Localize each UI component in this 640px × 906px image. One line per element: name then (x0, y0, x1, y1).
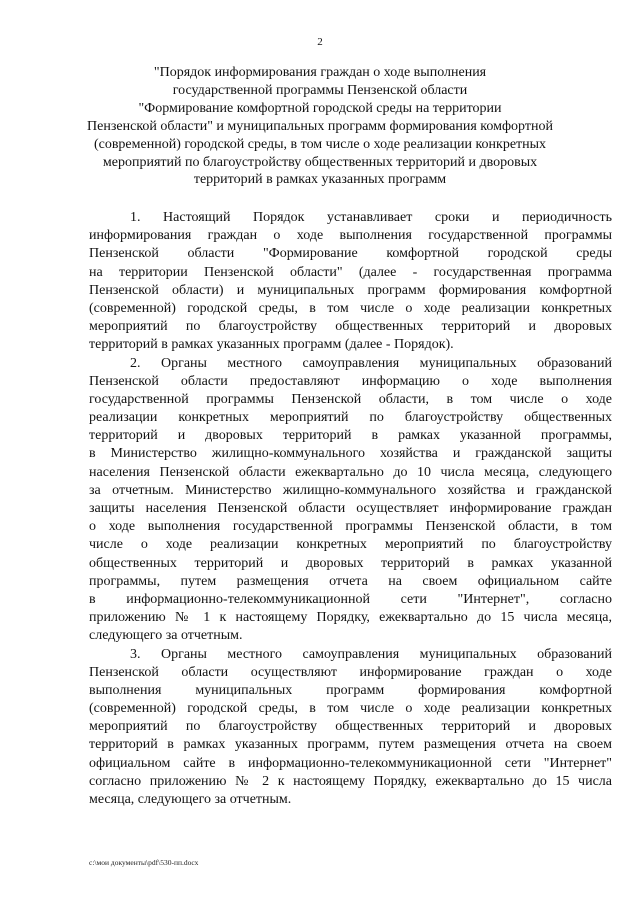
paragraph-3-line: согласно приложению № 2 к настоящему Порядку, ежеквартально до 15 числа (89, 773, 612, 789)
paragraph-3-line: (современной) городской среды, в том числе о ходе реализации конкретных (89, 701, 612, 717)
paragraph-1-line: 1. Настоящий Порядок устанавливает сроки и периодичность (130, 210, 612, 225)
paragraph-2-line: программы, путем размещения отчета на своем официальном сайте (89, 573, 612, 589)
paragraph-2-line: территорий и дворовых территорий в рамках указанной программы, (89, 428, 612, 444)
paragraph-2-line: защиты населения Пензенской области осуществляет информирование граждан (89, 501, 612, 516)
paragraph-3-line: территорий в рамках указанных программ, путем размещения отчета на своем (89, 737, 612, 753)
paragraph-2-line: о ходе выполнения государственной программы Пензенской области, в том (89, 519, 612, 535)
paragraph-3-line: Пензенской области осуществляют информирование граждан о ходе (89, 664, 612, 680)
paragraph-3-line: месяца, следующего за отчетным. (89, 792, 292, 807)
paragraph-2-line: числе о ходе реализации конкретных мероприятий по благоустройству (89, 537, 612, 553)
paragraph-2-line: приложению № 1 к настоящему Порядку, ежеквартально до 15 числа месяца, (89, 610, 612, 626)
paragraph-2-line: за отчетным. Министерство жилищно-коммунального хозяйства и гражданской (89, 482, 612, 498)
title-line: (современной) городской среды, в том числе о ходе реализации конкретных (93, 136, 547, 152)
document-title (60, 64, 580, 189)
paragraph-3-line: официальном сайте в информационно-телекоммуникационной сети "Интернет" (89, 755, 612, 771)
footer-file-path: c:\мои документы\pdf\530-пп.docx (89, 858, 199, 867)
paragraph-1-line: на территории Пензенской области" (далее - государственная программа (89, 264, 612, 280)
paragraph-3-line: мероприятий по благоустройству общественных территорий и дворовых (89, 719, 612, 735)
paragraph-1-line: мероприятий по благоустройству общественных территорий и дворовых (89, 319, 612, 335)
title-line: мероприятий по благоустройству общественных территорий и дворовых (102, 154, 538, 170)
paragraph-1-line: Пензенской области "Формирование комфортной городской среды (89, 246, 612, 262)
paragraph-1-line: Пензенской области) и муниципальных программ формирования комфортной (89, 282, 612, 298)
paragraph-1-line: (современной) городской среды, в том числе о ходе реализации конкретных (89, 300, 612, 316)
paragraph-2-line: Пензенской области предоставляют информацию о ходе выполнения (89, 373, 612, 389)
page-number: 2 (317, 36, 323, 48)
title-line: Пензенской области" и муниципальных программ формирования комфортной (87, 118, 553, 134)
title-line: "Порядок информирования граждан о ходе выполнения (153, 65, 487, 80)
paragraph-2-line: в информационно-телекоммуникационной сети "Интернет", согласно (89, 591, 612, 607)
paragraph-3-line: 3. Органы местного самоуправления муниципальных образований (130, 646, 612, 662)
title-line: "Формирование комфортной городской среды на территории (138, 100, 502, 116)
paragraph-2-line: реализации конкретных мероприятий по благоустройству общественных (89, 410, 612, 426)
paragraph-2-line: в Министерство жилищно-коммунального хозяйства и гражданской защиты (89, 446, 612, 462)
paragraph-2-line: государственной программы Пензенской области, в том числе о ходе (89, 391, 612, 407)
paragraph-2-line: населения Пензенской области ежеквартально до 10 числа месяца, следующего (89, 464, 612, 480)
paragraph-1-line: информирования граждан о ходе выполнения государственной программы (89, 228, 612, 244)
paragraph-1-line: территорий в рамках указанных программ (далее - Порядок). (89, 337, 454, 353)
title-line: государственной программы Пензенской области (172, 82, 468, 98)
document-body (89, 209, 612, 809)
paragraph-3-line: выполнения муниципальных программ формирования комфортной (89, 682, 612, 698)
paragraph-2-line: 2. Органы местного самоуправления муниципальных образований (130, 355, 612, 371)
paragraph-2-line: следующего за отчетным. (89, 628, 243, 644)
paragraph-2-line: общественных территорий и дворовых территорий в рамках указанной (89, 555, 612, 571)
title-line: территорий в рамках указанных программ (193, 172, 447, 188)
